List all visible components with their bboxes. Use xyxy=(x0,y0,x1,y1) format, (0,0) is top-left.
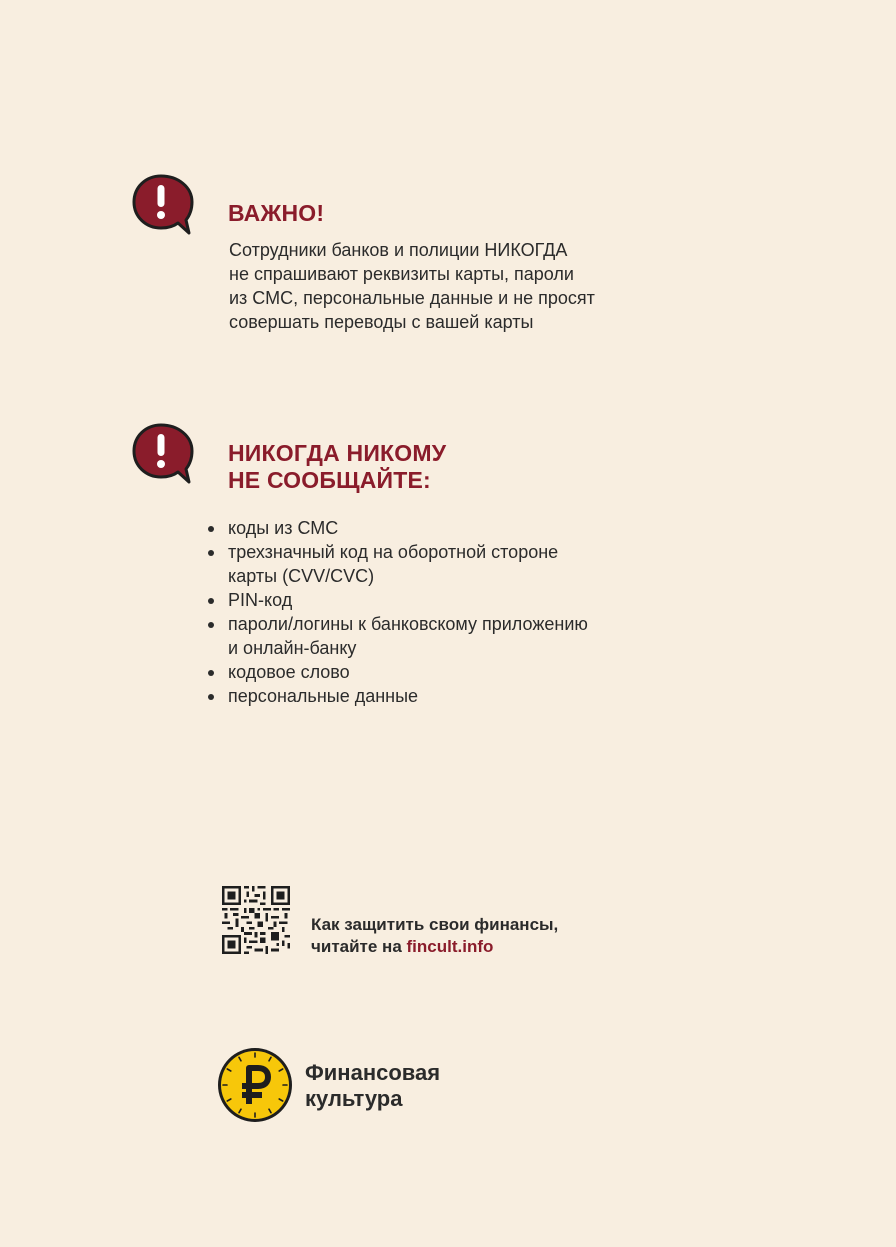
qr-caption-prefix: читайте на xyxy=(311,937,407,956)
important-heading: ВАЖНО! xyxy=(228,200,325,226)
list-item-text: пароли/логины к банковскому приложению xyxy=(228,614,588,634)
list-item xyxy=(228,660,588,684)
list-item xyxy=(228,612,588,660)
ruble-coin-logo-icon xyxy=(216,1046,294,1124)
fincult-link[interactable]: fincult.info xyxy=(406,937,494,956)
exclamation-speech-bubble-icon xyxy=(131,422,195,486)
qr-caption-line: Как защитить свои финансы, xyxy=(311,915,559,934)
never-share-list xyxy=(228,516,588,708)
never-share-heading-line: НИКОГДА НИКОМУ xyxy=(228,440,447,466)
brand-name-line: Финансовая xyxy=(305,1060,441,1085)
qr-code-icon[interactable] xyxy=(222,886,290,954)
list-item-text: трехзначный код на оборотной стороне xyxy=(228,542,559,562)
list-item-text: кодовое слово xyxy=(228,662,350,682)
list-item-text: PIN-код xyxy=(228,590,293,610)
brand-name-line: культура xyxy=(305,1086,403,1111)
list-item xyxy=(228,684,588,708)
important-text-line: совершать переводы с вашей карты xyxy=(229,312,534,332)
never-share-heading-line: НЕ СООБЩАЙТЕ: xyxy=(228,467,431,493)
important-text-line: из СМС, персональные данные и не просят xyxy=(229,288,595,308)
list-item-text: и онлайн-банку xyxy=(228,638,357,658)
list-item xyxy=(228,540,588,588)
list-item xyxy=(228,516,588,540)
list-item-text: коды из СМС xyxy=(228,518,339,538)
never-share-heading xyxy=(228,440,446,494)
qr-caption-line xyxy=(311,936,558,958)
brand-name xyxy=(305,1060,440,1112)
important-text-line: Сотрудники банков и полиции НИКОГДА xyxy=(229,240,568,260)
important-text-line: не спрашивают реквизиты карты, пароли xyxy=(229,264,574,284)
list-item-text: персональные данные xyxy=(228,686,419,706)
list-item-text: карты (CVV/CVC) xyxy=(228,566,375,586)
important-text xyxy=(229,238,595,334)
exclamation-speech-bubble-icon xyxy=(131,173,195,237)
qr-caption xyxy=(311,914,558,958)
list-item xyxy=(228,588,588,612)
